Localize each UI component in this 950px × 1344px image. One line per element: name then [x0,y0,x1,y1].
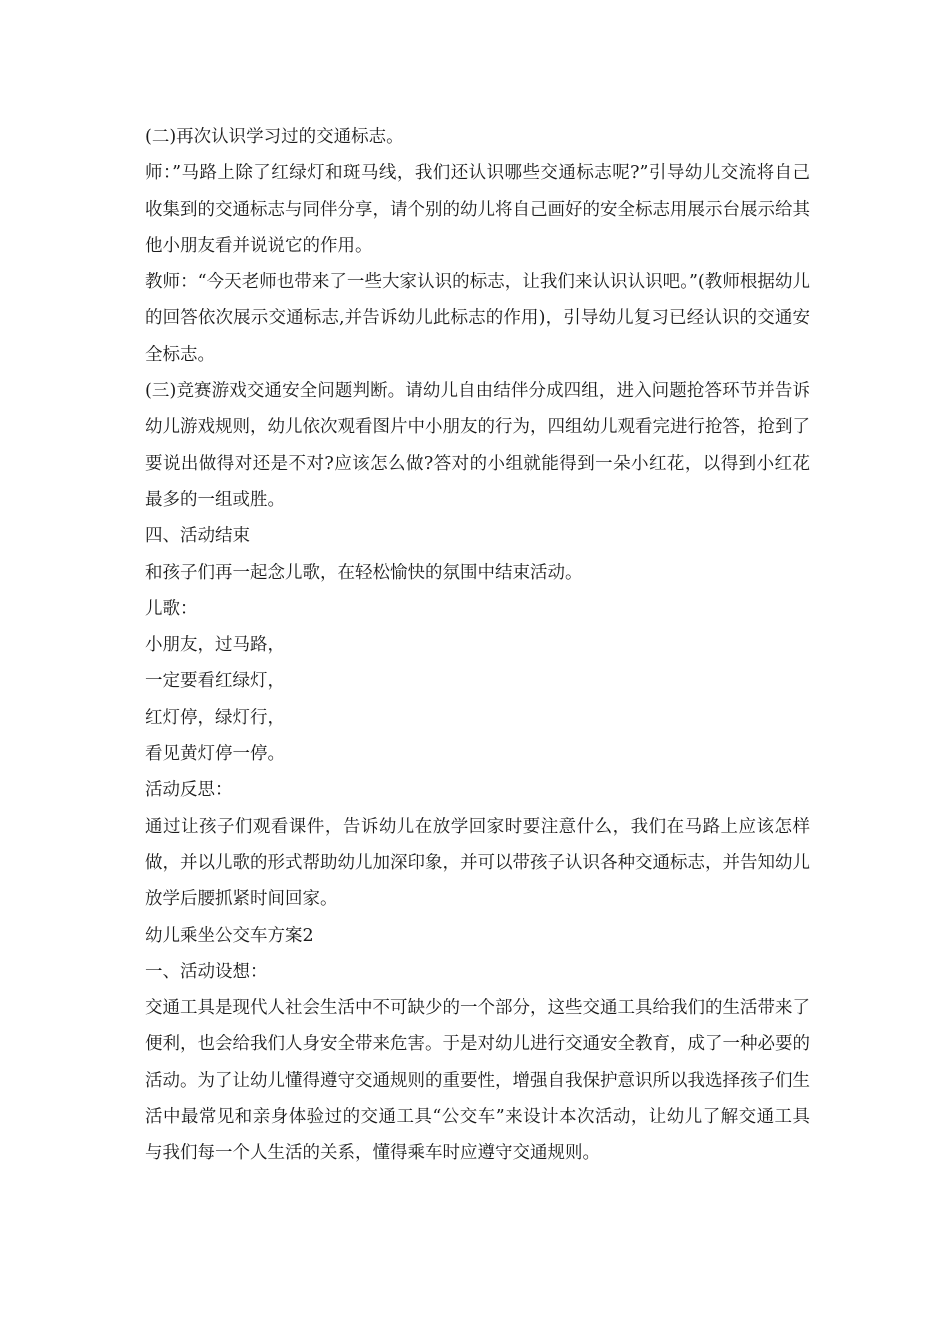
song-line-2: 一定要看红绿灯， [145,671,285,692]
song-line-1: 小朋友，过马路， [145,635,285,656]
song-line-4: 看见黄灯停一停。 [145,744,285,765]
paragraph-activity-end-text: 和孩子们再一起念儿歌，在轻松愉快的氛围中结束活动。 [145,562,583,583]
paragraph-reflection-text: 通过让孩子们观看课件，告诉幼儿在放学回家时要注意什么，我们在马路上应该怎样做，并以儿歌的形式帮助幼儿加深印象，并可以带孩子认识各种交通标志，并告知幼儿放学后腰抓紧时间回家。 [145,816,810,910]
paragraph-activity-end-heading: 四、活动结束 [145,526,250,547]
song-line-3: 红灯停，绿灯行， [145,707,285,728]
paragraph-section-three-game: (三)竞赛游戏交通安全问题判断。请幼儿自由结伴分成四组，进入问题抢答环节并告诉幼儿游戏规则，幼儿依次观看图片中小朋友的行为，四组幼儿观看完进行抢答，抢到了要说出做得对还是不对?应该怎么做?答对的小组就能得到一朵小红花，以得到小红花最多的一组或胜。 [145,381,810,510]
paragraph-teacher-show-signs: 教师：“今天老师也带来了一些大家认识的标志，让我们来认识认识吧。”(教师根据幼儿的回答依次展示交通标志,并告诉幼儿此标志的作用)，引导幼儿复习已经认识的交通安全标志。 [145,272,810,365]
document-body [145,119,810,1172]
paragraph-plan-two-title: 幼儿乘坐公交车方案2 [145,925,314,946]
paragraph-reflection-label: 活动反思： [145,780,233,801]
paragraph-activity-idea-text: 交通工具是现代人社会生活中不可缺少的一个部分，这些交通工具给我们的生活带来了便利，也会给我们人身安全带来危害。于是对幼儿进行交通安全教育，成了一种必要的活动。为了让幼儿懂得遵守交通规则的重要性，增强自我保护意识所以我选择孩子们生活中最常见和亲身体验过的交通工具“公交车”来设计本次活动，让幼儿了解交通工具与我们每一个人生活的关系，懂得乘车时应遵守交通规则。 [145,998,810,1164]
paragraph-song-label: 儿歌： [145,598,198,619]
paragraph-activity-idea-heading: 一、活动设想： [145,961,268,982]
paragraph-teacher-question: 师：”马路上除了红绿灯和斑马线，我们还认识哪些交通标志呢?”引导幼儿交流将自己收集到的交通标志与同伴分享，请个别的幼儿将自己画好的安全标志用展示台展示给其他小朋友看并说说它的作用。 [145,163,810,256]
paragraph-section-two-heading: (二)再次认识学习过的交通标志。 [145,127,404,147]
